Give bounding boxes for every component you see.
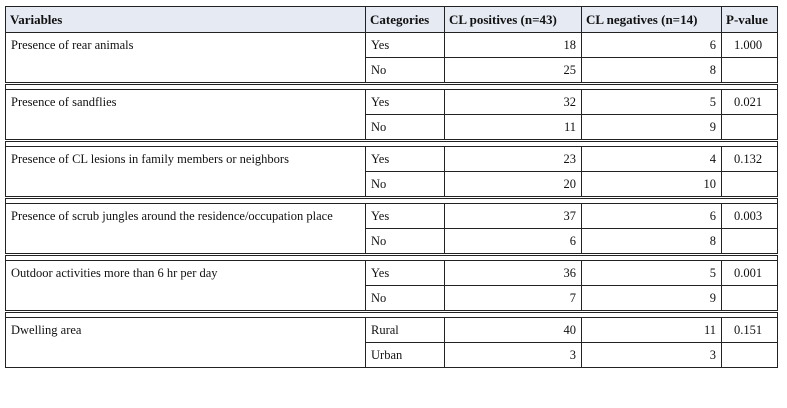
category-cell: Yes	[366, 90, 445, 115]
p-value-empty-cell	[722, 115, 778, 141]
p-value-cell: 0.132	[722, 147, 778, 172]
table-header-row	[6, 7, 778, 33]
category-cell: No	[366, 115, 445, 141]
category-cell: Yes	[366, 33, 445, 58]
cl-negative-cell: 8	[582, 229, 722, 255]
cl-positive-cell: 7	[445, 286, 582, 312]
table-row	[6, 261, 778, 286]
cl-negative-cell: 3	[582, 343, 722, 368]
cl-positive-cell: 18	[445, 33, 582, 58]
category-cell: No	[366, 286, 445, 312]
cl-positive-cell: 37	[445, 204, 582, 229]
cl-negative-cell: 6	[582, 204, 722, 229]
p-value-empty-cell	[722, 286, 778, 312]
p-value-cell: 0.021	[722, 90, 778, 115]
table-row	[6, 90, 778, 115]
cl-negative-cell: 9	[582, 286, 722, 312]
p-value-empty-cell	[722, 343, 778, 368]
variable-cell: Dwelling area	[6, 318, 366, 368]
header-categories: Categories	[366, 7, 445, 33]
category-cell: No	[366, 229, 445, 255]
table-row	[6, 147, 778, 172]
table-row	[6, 318, 778, 343]
p-value-empty-cell	[722, 172, 778, 198]
cl-positive-cell: 20	[445, 172, 582, 198]
category-cell: No	[366, 172, 445, 198]
table-row	[6, 204, 778, 229]
variable-cell: Outdoor activities more than 6 hr per day	[6, 261, 366, 312]
category-cell: Yes	[366, 261, 445, 286]
cl-positive-cell: 23	[445, 147, 582, 172]
p-value-cell: 0.003	[722, 204, 778, 229]
cl-positive-cell: 11	[445, 115, 582, 141]
header-p-value: P-value	[722, 7, 778, 33]
cl-negative-cell: 4	[582, 147, 722, 172]
variable-cell: Presence of sandflies	[6, 90, 366, 141]
cl-positive-cell: 3	[445, 343, 582, 368]
cl-negative-cell: 5	[582, 261, 722, 286]
category-cell: Rural	[366, 318, 445, 343]
data-table-container	[5, 6, 777, 368]
p-value-cell: 1.000	[722, 33, 778, 58]
cl-positive-cell: 6	[445, 229, 582, 255]
p-value-cell: 0.001	[722, 261, 778, 286]
cl-negative-cell: 11	[582, 318, 722, 343]
cl-negative-cell: 5	[582, 90, 722, 115]
cl-negative-cell: 6	[582, 33, 722, 58]
table-row	[6, 33, 778, 58]
cl-positive-cell: 25	[445, 58, 582, 84]
p-value-empty-cell	[722, 58, 778, 84]
variable-cell: Presence of rear animals	[6, 33, 366, 84]
category-cell: No	[366, 58, 445, 84]
p-value-cell: 0.151	[722, 318, 778, 343]
cl-negative-cell: 10	[582, 172, 722, 198]
p-value-empty-cell	[722, 229, 778, 255]
cl-positive-cell: 40	[445, 318, 582, 343]
cl-negative-cell: 9	[582, 115, 722, 141]
category-cell: Yes	[366, 204, 445, 229]
cl-positive-cell: 32	[445, 90, 582, 115]
variable-cell: Presence of scrub jungles around the residence/occupation place	[6, 204, 366, 255]
category-cell: Yes	[366, 147, 445, 172]
category-cell: Urban	[366, 343, 445, 368]
variable-cell: Presence of CL lesions in family members or neighbors	[6, 147, 366, 198]
cl-negative-cell: 8	[582, 58, 722, 84]
risk-factor-table	[5, 6, 778, 368]
header-cl-negatives: CL negatives (n=14)	[582, 7, 722, 33]
header-variables: Variables	[6, 7, 366, 33]
cl-positive-cell: 36	[445, 261, 582, 286]
header-cl-positives: CL positives (n=43)	[445, 7, 582, 33]
